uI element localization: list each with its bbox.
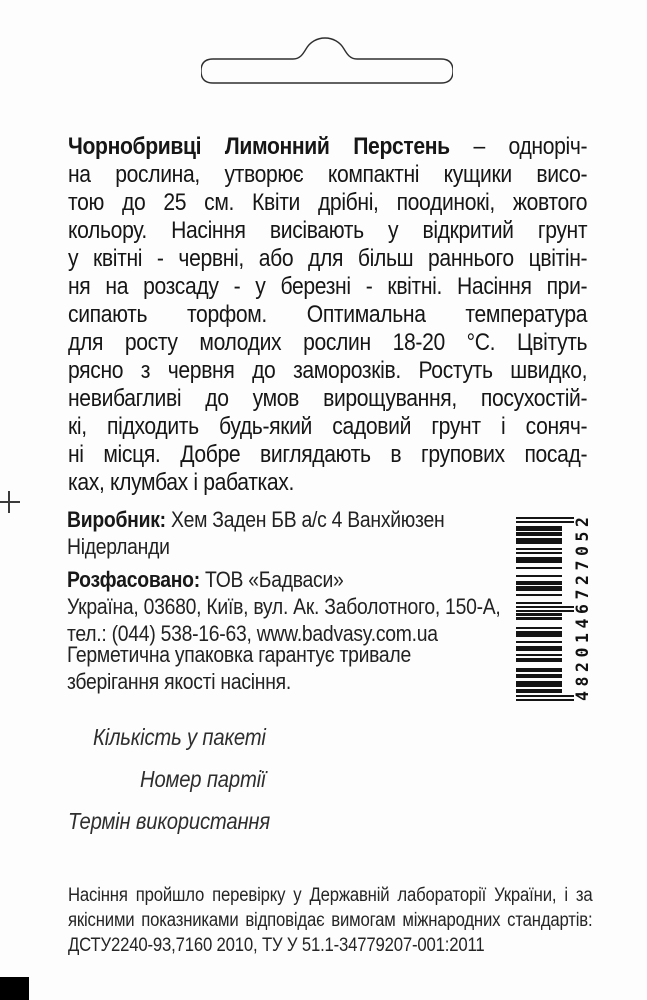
field-expiry-term: Термін використання — [68, 808, 271, 834]
description-line: на рослина, утворює компактні кущики висо- — [68, 161, 588, 188]
barcode-bar — [516, 586, 562, 588]
print-corner-mark — [0, 977, 29, 1000]
barcode-bar — [516, 627, 562, 629]
barcode-bar — [516, 689, 562, 691]
barcode-bar — [516, 674, 562, 676]
packer-contacts: тел.: (044) 538-16-63, www.badvasy.com.ua — [67, 621, 438, 646]
registration-plus-mark — [0, 501, 20, 503]
barcode-bar — [516, 548, 562, 550]
packer-value: ТОВ «Бадваси» — [199, 567, 344, 592]
producer-block — [67, 506, 547, 560]
barcode — [516, 517, 594, 701]
barcode-bar — [516, 699, 574, 701]
barcode-bar — [516, 631, 562, 633]
description-line: рясно з червня до заморозків. Ростуть швидко, — [68, 357, 588, 384]
barcode-bar — [516, 557, 562, 559]
barcode-bar — [516, 521, 574, 523]
barcode-bar — [516, 641, 562, 643]
description-paragraph — [68, 133, 587, 497]
description-line: тою до 25 см. Квіти дрібні, поодинокі, жовтого — [68, 189, 588, 216]
barcode-bar — [516, 668, 562, 670]
producer-line — [67, 506, 547, 533]
barcode-bar — [516, 538, 562, 540]
description-line: ні місця. Добре виглядають в групових посад- — [68, 441, 588, 468]
description-line: у квітні - червні, або для більш раннього цвітін- — [68, 245, 588, 272]
barcode-bars — [516, 517, 574, 701]
producer-line: Нідерланди — [67, 534, 170, 559]
barcode-bar — [516, 594, 562, 596]
barcode-bar — [516, 526, 562, 528]
field-batch-number: Номер партії — [140, 766, 266, 792]
packer-line — [67, 566, 547, 593]
barcode-bar — [516, 581, 562, 583]
description-line: сипають торфом. Оптимальна температура — [68, 301, 588, 328]
packer-block — [67, 566, 547, 647]
barcode-number: 4 8 2 0 1 4 6 7 2 7 0 5 2 — [573, 517, 592, 701]
description-line: для росту молодих рослин 18-20 °С. Цвітуть — [68, 329, 588, 356]
barcode-bar — [516, 606, 574, 608]
field-quantity-in-packet: Кількість у пакеті — [93, 724, 266, 750]
barcode-bar — [516, 681, 562, 683]
hermetic-line: зберігання якості насіння. — [67, 669, 292, 694]
barcode-bar — [516, 695, 574, 697]
variety-title-line — [68, 133, 587, 161]
packer-address: Україна, 03680, Київ, вул. Ак. Заболотного, 150-А, — [67, 594, 501, 619]
producer-label: Виробник: — [67, 507, 166, 532]
barcode-bar — [516, 602, 562, 604]
certification-line: Насіння пройшло перевірку у Державній лабораторії України, і за — [68, 885, 593, 906]
certification-block — [68, 883, 592, 958]
certification-line: якісними показниками відповідає вимогам міжнародних стандартів: — [68, 910, 593, 931]
barcode-bar — [516, 617, 562, 619]
barcode-bar — [516, 532, 562, 534]
euro-hang-slot — [201, 35, 453, 85]
description-line: кі, підходить будь-який садовий грунт і соняч- — [68, 413, 588, 440]
description-line: ках, клумбах і рабатках. — [68, 469, 294, 496]
certification-line: ДСТУ2240-93,7160 2010, ТУ У 51.1-34779207-001:2011 — [68, 935, 485, 956]
packer-label: Розфасовано: — [67, 567, 200, 592]
barcode-bar — [516, 517, 574, 519]
registration-plus-mark — [8, 491, 10, 513]
barcode-bar — [516, 610, 574, 612]
barcode-bar — [516, 614, 562, 616]
title-line-rest: – одноріч- — [449, 133, 588, 160]
barcode-bar — [516, 552, 562, 554]
barcode-bar — [516, 575, 562, 577]
variety-title: Чорнобривці Лимонний Перстень — [68, 133, 450, 160]
description-line: невибагливі до умов вирощування, посухостій- — [68, 385, 588, 412]
barcode-bar — [516, 567, 562, 569]
barcode-bar — [516, 654, 562, 656]
barcode-bar — [516, 658, 562, 660]
description-line: кольору. Насіння висівають у відкритий грунт — [68, 217, 588, 244]
description-line: ня на розсаду - у березні - квітні. Насіння при- — [68, 273, 588, 300]
barcode-bar — [516, 646, 562, 648]
hermetic-line: Герметична упаковка гарантує тривале — [67, 642, 411, 667]
producer-value: Хем Заден БВ а/с 4 Ванхйюзен — [165, 507, 445, 532]
hermetic-note — [67, 641, 547, 695]
